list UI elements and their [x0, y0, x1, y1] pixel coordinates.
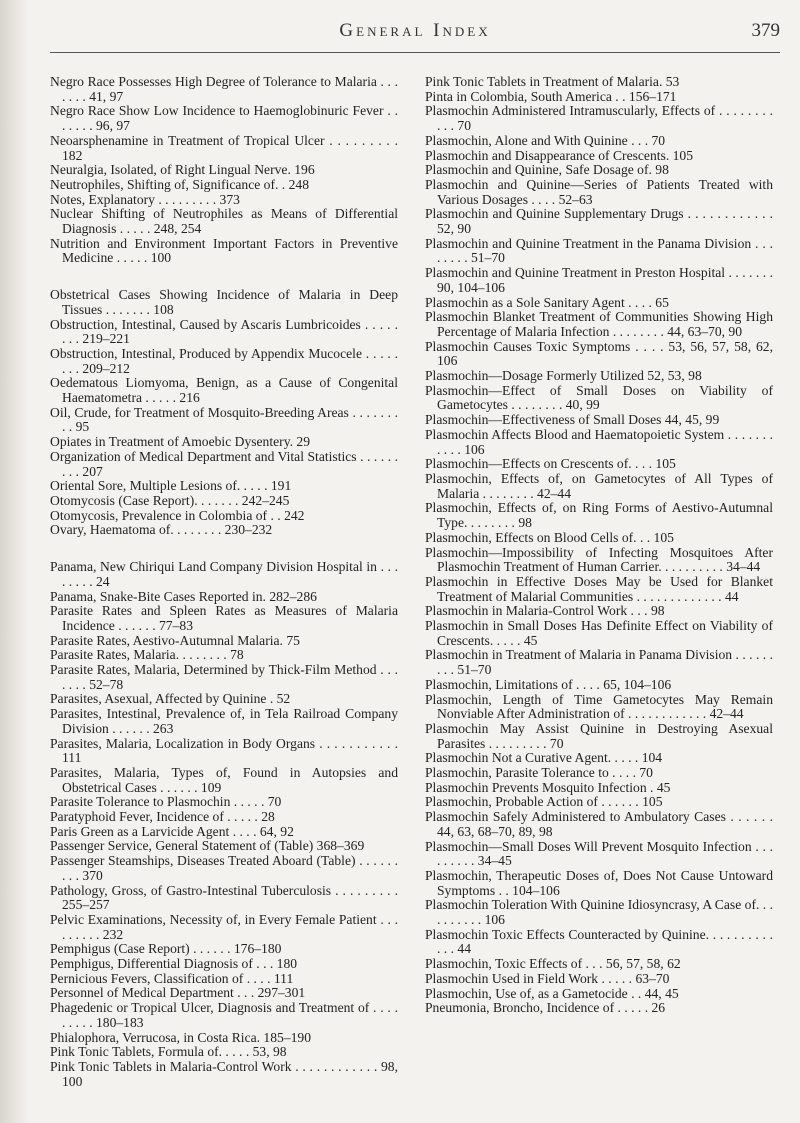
index-entry: Plasmochin—Effects on Crescents of. . . . 105 [425, 456, 676, 472]
page-number: 379 [751, 20, 780, 41]
index-entry: Pinta in Colombia, South America . . 156–171 [425, 88, 677, 104]
index-entry: Oriental Sore, Multiple Lesions of. . . . . 191 [50, 478, 292, 494]
index-entry: Plasmochin in Effective Doses May be Used for Blanket Treatment of Malarial Communities . . . . . . . . . . . . . 44 [425, 573, 773, 604]
index-entry: Passenger Service, General Statement of (Table) 368–369 [50, 838, 365, 854]
index-entry: Pelvic Examinations, Necessity of, in Every Female Patient . . . . . . . . . 232 [50, 911, 398, 942]
page-gutter [0, 0, 30, 1123]
index-entry: Plasmochin Not a Curative Agent. . . . . 104 [425, 750, 663, 766]
index-entry: Parasite Rates, Malaria, Determined by Thick-Film Method . . . . . . . 52–78 [50, 662, 398, 692]
index-entry: Negro Race Show Low Incidence to Haemoglobinuric Fever . . . . . . . 96, 97 [50, 103, 398, 134]
index-entry: Plasmochin, Probable Action of . . . . . . 105 [425, 794, 663, 810]
index-entry: Plasmochin as a Sole Sanitary Agent . . . . 65 [425, 294, 669, 310]
index-entry: Plasmochin Toxic Effects Counteracted by Quinine. . . . . . . . . . . . . 44 [425, 926, 773, 957]
index-entry: Plasmochin—Dosage Formerly Utilized 52, 53, 98 [425, 368, 702, 384]
section-gap [50, 266, 398, 288]
index-entry: Plasmochin May Assist Quinine in Destroying Asexual Parasites . . . . . . . . . 70 [425, 720, 773, 751]
index-entry: Otomycosis, Prevalence in Colombia of . . 242 [50, 507, 305, 523]
index-entry: Neuralgia, Isolated, of Right Lingual Nerve. 196 [50, 162, 315, 178]
index-columns [50, 75, 780, 1115]
index-entry: Plasmochin in Malaria-Control Work . . . 98 [425, 603, 665, 619]
index-entry: Plasmochin Toleration With Quinine Idiosyncrasy, A Case of. . . . . . . . . . 106 [425, 897, 773, 928]
left-column [50, 75, 398, 1089]
page-header [50, 20, 780, 46]
index-entry: Plasmochin, Effects on Blood Cells of. . . 105 [425, 529, 674, 545]
index-entry: Personnel of Medical Department . . . 297–301 [50, 985, 306, 1001]
index-entry: Plasmochin—Impossibility of Infecting Mosquitoes After Plasmochin Treatment of Human Carrier. . . . . . . . . . 34–44 [425, 544, 773, 575]
index-entry: Passenger Steamships, Diseases Treated Aboard (Table) . . . . . . . . . 370 [50, 853, 398, 883]
index-entry: Plasmochin, Use of, as a Gametocide . . 44, 45 [425, 985, 679, 1001]
index-page [50, 20, 780, 1115]
index-entry: Paratyphoid Fever, Incidence of . . . . . 28 [50, 809, 275, 825]
index-entry: Plasmochin, Effects of, on Ring Forms of Aestivo-Autumnal Type. . . . . . . . 98 [425, 500, 773, 531]
index-entry: Plasmochin—Effectiveness of Small Doses 44, 45, 99 [425, 412, 720, 428]
index-entry: Parasite Rates, Aestivo-Autumnal Malaria. 75 [50, 632, 300, 648]
index-entry: Parasite Rates, Malaria. . . . . . . . 78 [50, 647, 244, 663]
index-entry: Neutrophiles, Shifting of, Significance of. . 248 [50, 176, 309, 192]
index-entry: Plasmochin, Alone and With Quinine . . . 70 [425, 132, 666, 148]
index-entry: Pink Tonic Tablets, Formula of. . . . . 53, 98 [50, 1044, 287, 1060]
index-entry: Plasmochin Administered Intramuscularly, Effects of . . . . . . . . . . . 70 [425, 103, 773, 134]
index-entry: Plasmochin Safely Administered to Ambulatory Cases . . . . . . 44, 63, 68–70, 89, 98 [425, 809, 773, 839]
index-entry: Panama, Snake-Bite Cases Reported in. 282–286 [50, 588, 317, 604]
index-entry: Plasmochin and Quinine Treatment in Preston Hospital . . . . . . . 90, 104–106 [425, 265, 773, 295]
index-entry: Plasmochin Used in Field Work . . . . . 63–70 [425, 970, 670, 986]
index-entry: Parasites, Intestinal, Prevalence of, in Tela Railroad Company Division . . . . . . 263 [50, 706, 398, 736]
index-entry: Obstruction, Intestinal, Caused by Ascaris Lumbricoides . . . . . . . . 219–221 [50, 316, 398, 347]
index-entry: Panama, New Chiriqui Land Company Division Hospital in . . . . . . . . 24 [50, 559, 398, 589]
index-entry: Pemphigus (Case Report) . . . . . . 176–180 [50, 941, 282, 957]
index-entry: Plasmochin Affects Blood and Haematopoietic System . . . . . . . . . . . 106 [425, 426, 773, 457]
running-title: General Index [339, 20, 491, 41]
index-entry: Plasmochin in Small Doses Has Definite Effect on Viability of Crescents. . . . . 45 [425, 618, 773, 648]
index-entry: Phialophora, Verrucosa, in Costa Rica. 185–190 [50, 1029, 312, 1045]
index-entry: Plasmochin Causes Toxic Symptoms . . . . 53, 56, 57, 58, 62, 106 [425, 338, 773, 369]
index-entry: Notes, Explanatory . . . . . . . . . 373 [50, 191, 240, 207]
index-entry: Plasmochin in Treatment of Malaria in Panama Division . . . . . . . . . 51–70 [425, 647, 773, 678]
index-entry: Pernicious Fevers, Classification of . . . . 111 [50, 970, 294, 986]
index-entry: Plasmochin, Limitations of . . . . 65, 104–106 [425, 676, 672, 692]
index-entry: Phagedenic or Tropical Ulcer, Diagnosis and Treatment of . . . . . . . . . 180–183 [50, 1000, 398, 1030]
index-entry: Parasites, Malaria, Types of, Found in Autopsies and Obstetrical Cases . . . . . . 109 [50, 764, 398, 795]
index-entry: Parasite Rates and Spleen Rates as Measures of Malaria Incidence . . . . . . 77–83 [50, 603, 398, 633]
index-entry: Negro Race Possesses High Degree of Tolerance to Malaria . . . . . . . 41, 97 [50, 74, 398, 104]
index-entry: Pink Tonic Tablets in Malaria-Control Work . . . . . . . . . . . . 98, 100 [50, 1059, 398, 1089]
index-entry: Pathology, Gross, of Gastro-Intestinal Tuberculosis . . . . . . . . . 255–257 [50, 882, 398, 913]
index-entry: Plasmochin, Therapeutic Doses of, Does Not Cause Untoward Symptoms . . 104–106 [425, 867, 773, 898]
index-entry: Plasmochin Blanket Treatment of Communities Showing High Percentage of Malaria Infection . . . . . . . . 44, 63–70, 90 [425, 309, 773, 339]
index-entry: Plasmochin—Small Doses Will Prevent Mosquito Infection . . . . . . . . . 34–45 [425, 838, 773, 869]
index-entry: Pink Tonic Tablets in Treatment of Malaria. 53 [425, 74, 680, 89]
index-entry: Ovary, Haematoma of. . . . . . . . 230–232 [50, 522, 273, 538]
section-gap [50, 538, 398, 560]
index-entry: Plasmochin and Quinine Treatment in the Panama Division . . . . . . . . 51–70 [425, 235, 773, 266]
index-entry: Nuclear Shifting of Neutrophiles as Means of Differential Diagnosis . . . . . 248, 254 [50, 206, 398, 237]
index-entry: Plasmochin, Effects of, on Gametocytes of All Types of Malaria . . . . . . . . 42–44 [425, 470, 773, 501]
index-entry: Plasmochin and Disappearance of Crescents. 105 [425, 147, 694, 163]
index-entry: Plasmochin, Parasite Tolerance to . . . . 70 [425, 765, 653, 781]
index-entry: Parasite Tolerance to Plasmochin . . . . . 70 [50, 794, 282, 810]
index-entry: Pemphigus, Differential Diagnosis of . . . 180 [50, 956, 298, 972]
index-entry: Neoarsphenamine in Treatment of Tropical Ulcer . . . . . . . . . 182 [50, 132, 398, 163]
index-entry: Plasmochin, Toxic Effects of . . . 56, 57, 58, 62 [425, 956, 681, 972]
right-column [425, 75, 773, 1016]
index-entry: Plasmochin and Quinine—Series of Patients Treated with Various Dosages . . . . 52–63 [425, 176, 773, 207]
index-entry: Obstruction, Intestinal, Produced by Appendix Mucocele . . . . . . . . 209–212 [50, 345, 398, 376]
index-entry: Organization of Medical Department and Vital Statistics . . . . . . . . . 207 [50, 448, 398, 479]
index-entry: Obstetrical Cases Showing Incidence of Malaria in Deep Tissues . . . . . . . 108 [50, 287, 398, 317]
index-entry: Opiates in Treatment of Amoebic Dysentery. 29 [50, 434, 310, 450]
index-entry: Plasmochin—Effect of Small Doses on Viability of Gametocytes . . . . . . . . 40, 99 [425, 382, 773, 413]
index-entry: Otomycosis (Case Report). . . . . . . 242–245 [50, 492, 290, 508]
index-entry: Oil, Crude, for Treatment of Mosquito-Breeding Areas . . . . . . . . . 95 [50, 404, 398, 435]
index-entry: Nutrition and Environment Important Factors in Preventive Medicine . . . . . 100 [50, 235, 398, 266]
index-entry: Plasmochin Prevents Mosquito Infection . 45 [425, 779, 671, 795]
index-entry: Plasmochin, Length of Time Gametocytes May Remain Nonviable After Administration of . . . . . . . . . . . . 42–44 [425, 691, 773, 722]
index-entry: Parasites, Asexual, Affected by Quinine . 52 [50, 691, 291, 707]
index-entry: Oedematous Liomyoma, Benign, as a Cause of Congenital Haematometra . . . . . 216 [50, 375, 398, 406]
header-rule [50, 52, 780, 53]
index-entry: Pneumonia, Broncho, Incidence of . . . . . 26 [425, 1000, 666, 1016]
index-entry: Plasmochin and Quinine, Safe Dosage of. 98 [425, 162, 669, 178]
index-entry: Plasmochin and Quinine Supplementary Drugs . . . . . . . . . . . . 52, 90 [425, 206, 773, 237]
index-entry: Paris Green as a Larvicide Agent . . . . 64, 92 [50, 823, 294, 839]
index-entry: Parasites, Malaria, Localization in Body Organs . . . . . . . . . . . 111 [50, 735, 398, 766]
